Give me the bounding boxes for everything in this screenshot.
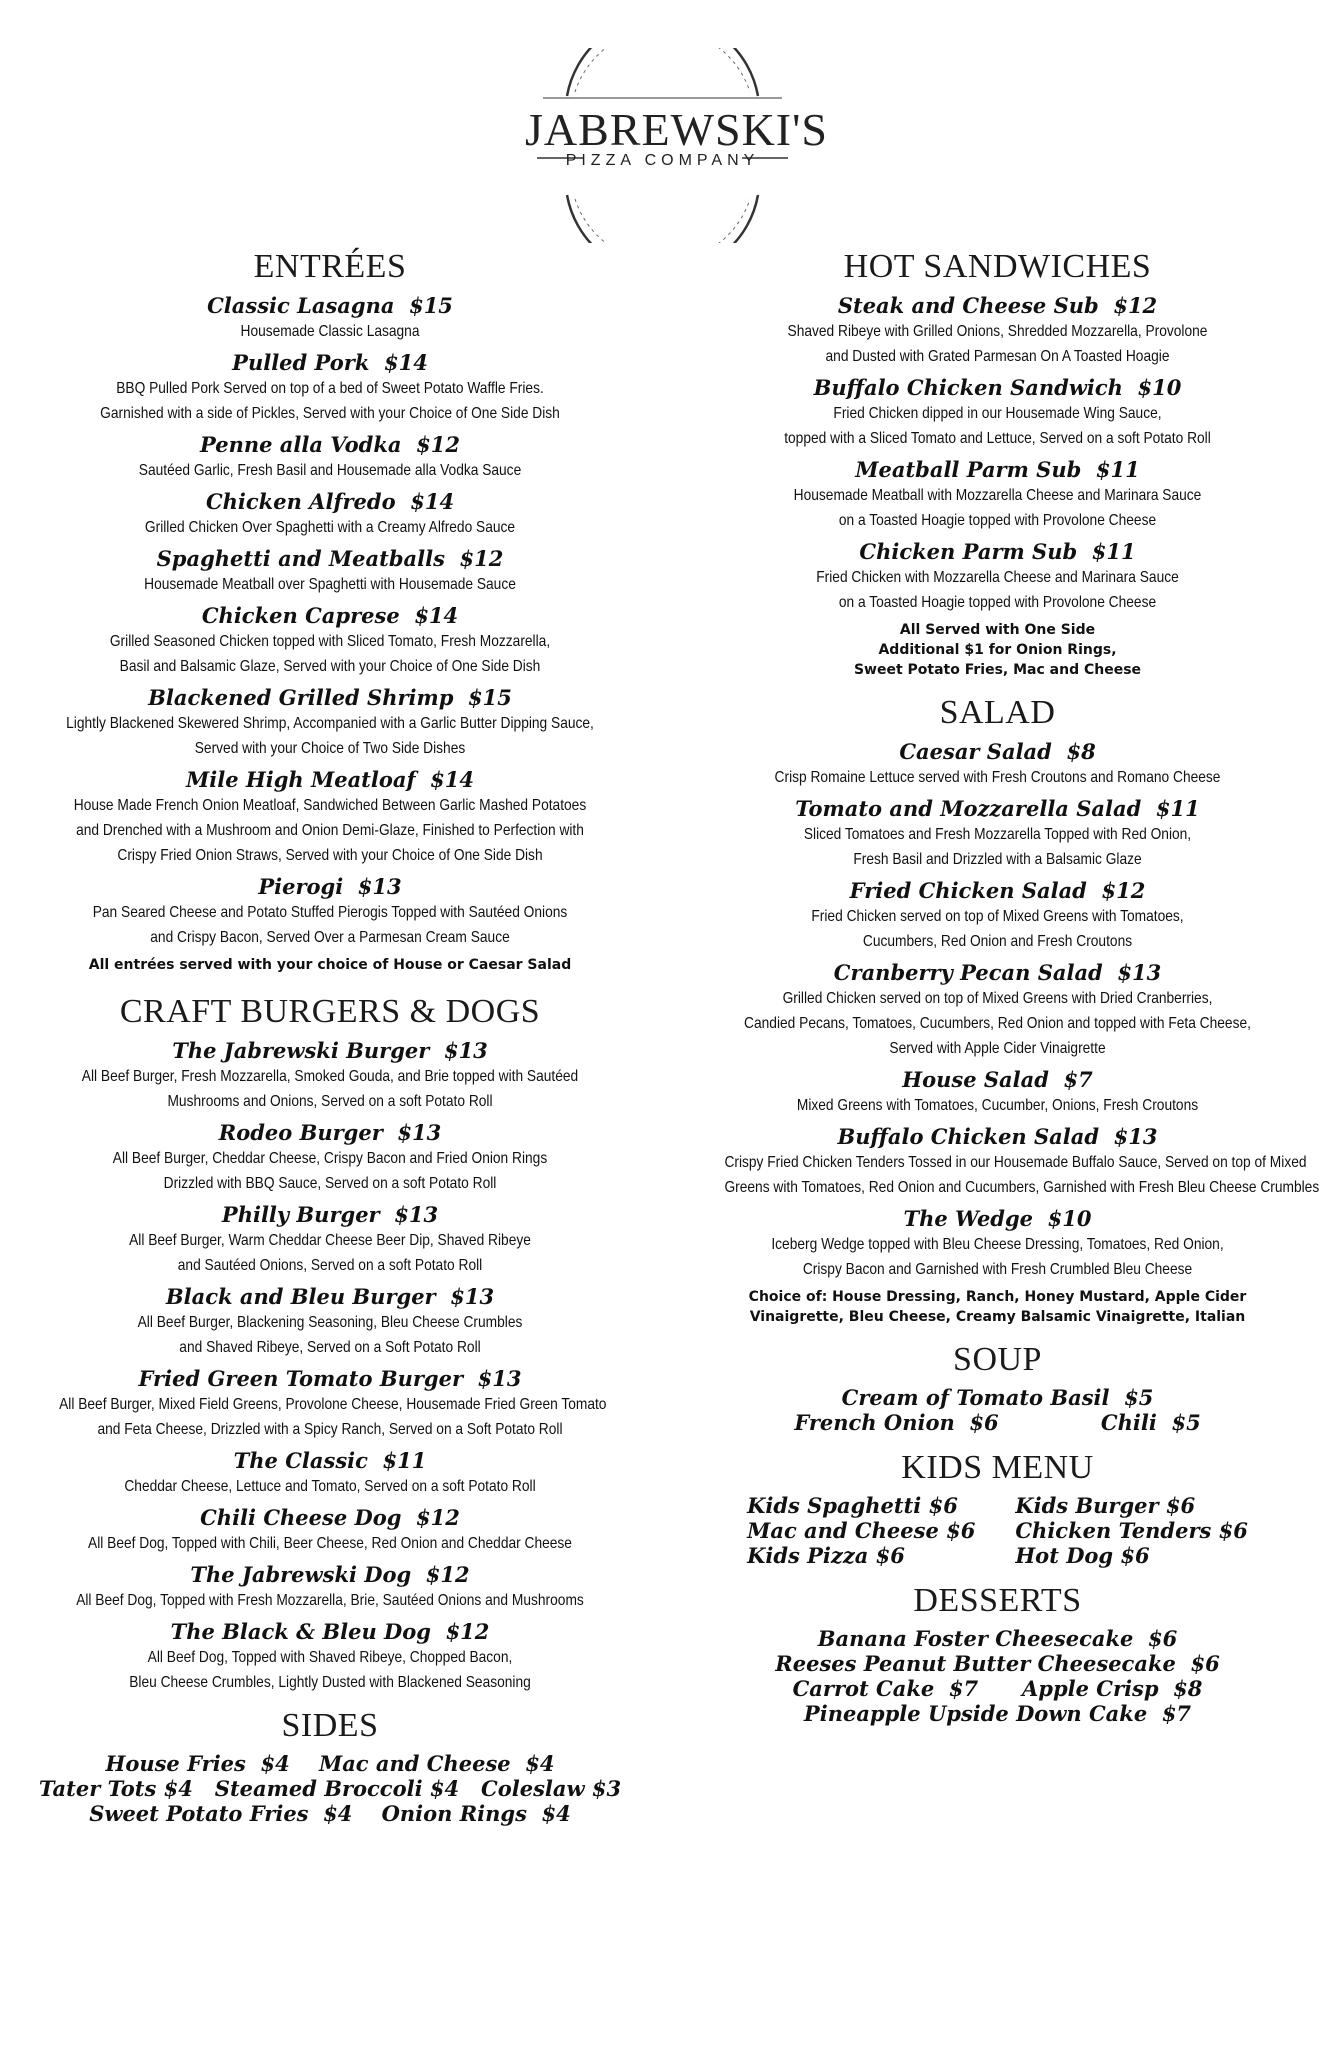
menu-item xyxy=(680,374,1315,451)
menu-item-name: The Wedge $10 xyxy=(903,1206,1092,1231)
menu-item-name: Chicken Alfredo $14 xyxy=(205,489,455,514)
menu-item-description: Bleu Cheese Crumbles, Lightly Dusted with Blackened Seasoning xyxy=(129,1674,531,1691)
kids-item: Kids Burger $6 xyxy=(1015,1493,1196,1518)
menu-item-description: Fried Chicken dipped in our Housemade Wing Sauce, xyxy=(833,405,1162,422)
menu-item-description: Iceberg Wedge topped with Bleu Cheese Dressing, Tomatoes, Red Onion, xyxy=(771,1236,1224,1253)
menu-item xyxy=(15,431,645,483)
section-title-soup: SOUP xyxy=(953,1341,1042,1378)
menu-item-description: Crispy Bacon and Garnished with Fresh Crumbled Bleu Cheese xyxy=(802,1261,1193,1278)
kids-item: Kids Spaghetti $6 xyxy=(747,1493,958,1518)
note-line: Additional $1 for Onion Rings, xyxy=(878,642,1117,658)
menu-item-description: All Beef Burger, Warm Cheddar Cheese Beer Dip, Shaved Ribeye xyxy=(129,1232,531,1249)
restaurant-logo xyxy=(525,48,828,243)
menu-item xyxy=(15,1618,645,1695)
menu-item-name: Fried Green Tomato Burger $13 xyxy=(138,1366,522,1391)
note-line: All Served with One Side xyxy=(899,622,1096,638)
dessert-line: Banana Foster Cheesecake $6 xyxy=(817,1626,1178,1651)
kids-item: Chicken Tenders $6 xyxy=(1015,1518,1248,1543)
menu-item-description: Sliced Tomatoes and Fresh Mozzarella Topped with Red Onion, xyxy=(803,826,1192,843)
entrees-section xyxy=(15,248,645,975)
menu-item-description: and Crispy Bacon, Served Over a Parmesan Cream Sauce xyxy=(150,929,510,946)
menu-item xyxy=(680,738,1315,790)
menu-item-description: on a Toasted Hoagie topped with Provolone Cheese xyxy=(838,594,1157,611)
menu-item-description: and Drenched with a Mushroom and Onion Demi-Glaze, Finished to Perfection with xyxy=(76,822,584,839)
menu-item-description: All Beef Burger, Mixed Field Greens, Provolone Cheese, Housemade Fried Green Tomato xyxy=(59,1396,607,1413)
menu-item-name: House Salad $7 xyxy=(902,1067,1093,1092)
menu-item-description: Cucumbers, Red Onion and Fresh Croutons xyxy=(862,933,1133,950)
section-title-hot-sandwiches: HOT SANDWICHES xyxy=(843,248,1152,285)
menu-item-name: Rodeo Burger $13 xyxy=(218,1120,442,1145)
menu-item xyxy=(680,877,1315,954)
menu-item xyxy=(15,1037,645,1114)
salad-note xyxy=(680,1287,1315,1327)
kids-menu-section xyxy=(680,1449,1315,1568)
menu-item xyxy=(15,1504,645,1556)
menu-item-description: All Beef Dog, Topped with Fresh Mozzarella, Brie, Sautéed Onions and Mushrooms xyxy=(76,1592,584,1609)
menu-item xyxy=(680,1205,1315,1282)
burgers-list xyxy=(15,1037,645,1695)
menu-item-name: Buffalo Chicken Sandwich $10 xyxy=(813,375,1182,400)
menu-item-name: Meatball Parm Sub $11 xyxy=(855,457,1140,482)
menu-item-name: Chicken Caprese $14 xyxy=(201,603,459,628)
menu-item-description: All Beef Burger, Cheddar Cheese, Crispy Bacon and Fried Onion Rings xyxy=(112,1150,548,1167)
right-column xyxy=(680,248,1320,1726)
dessert-line: Reeses Peanut Butter Cheesecake $6 xyxy=(775,1651,1220,1676)
menu-item-description: and Sautéed Onions, Served on a soft Potato Roll xyxy=(177,1257,483,1274)
note-line: Vinaigrette, Bleu Cheese, Creamy Balsamic Vinaigrette, Italian xyxy=(749,1309,1246,1325)
menu-item xyxy=(15,349,645,426)
menu-item-description: and Shaved Ribeye, Served on a Soft Potato Roll xyxy=(179,1339,481,1356)
menu-item-description: Cheddar Cheese, Lettuce and Tomato, Served on a soft Potato Roll xyxy=(124,1478,536,1495)
menu-item-description: All Beef Dog, Topped with Chili, Beer Cheese, Red Onion and Cheddar Cheese xyxy=(88,1535,572,1552)
menu-item xyxy=(15,1447,645,1499)
menu-item-description: Greens with Tomatoes, Red Onion and Cucumbers, Garnished with Fresh Bleu Cheese Crumbles xyxy=(724,1179,1320,1196)
menu-item-description: Drizzled with BBQ Sauce, Served on a soft Potato Roll xyxy=(163,1175,497,1192)
menu-item-name: Chicken Parm Sub $11 xyxy=(859,539,1136,564)
menu-item-name: Mile High Meatloaf $14 xyxy=(186,767,474,792)
menu-item-name: Tomato and Mozzarella Salad $11 xyxy=(795,796,1200,821)
menu-item-name: The Black & Bleu Dog $12 xyxy=(170,1619,490,1644)
menu-item-description: BBQ Pulled Pork Served on top of a bed of Sweet Potato Waffle Fries. xyxy=(116,380,544,397)
desserts-section xyxy=(680,1582,1315,1726)
menu-item xyxy=(680,538,1315,615)
menu-item xyxy=(680,795,1315,872)
menu-item-description: Mushrooms and Onions, Served on a soft Potato Roll xyxy=(167,1093,493,1110)
menu-item-description: on a Toasted Hoagie topped with Provolone Cheese xyxy=(838,512,1157,529)
menu-item-description: Crispy Fried Onion Straws, Served with your Choice of One Side Dish xyxy=(117,847,543,864)
menu-item-name: Buffalo Chicken Salad $13 xyxy=(837,1124,1158,1149)
hot-sandwiches-section xyxy=(680,248,1315,680)
menu-item-description: Served with your Choice of Two Side Dishes xyxy=(194,740,466,757)
menu-item xyxy=(680,1123,1320,1200)
menu-item xyxy=(680,959,1315,1061)
menu-item-description: Fried Chicken with Mozzarella Cheese and Marinara Sauce xyxy=(816,569,1179,586)
menu-item-description: Pan Seared Cheese and Potato Stuffed Pierogis Topped with Sautéed Onions xyxy=(92,904,568,921)
menu-item-name: Penne alla Vodka $12 xyxy=(200,432,460,457)
menu-item xyxy=(15,545,645,597)
menu-item-name: The Jabrewski Dog $12 xyxy=(190,1562,470,1587)
menu-item-name: Spaghetti and Meatballs $12 xyxy=(156,546,504,571)
section-title-entrees: ENTRÉES xyxy=(253,248,407,285)
menu-item-description: and Dusted with Grated Parmesan On A Toasted Hoagie xyxy=(825,348,1170,365)
menu-item-name: The Jabrewski Burger $13 xyxy=(172,1038,488,1063)
logo-subtitle: PIZZA COMPANY xyxy=(565,152,760,169)
menu-item-description: Housemade Meatball over Spaghetti with Housemade Sauce xyxy=(144,576,516,593)
menu-item-description: Grilled Chicken served on top of Mixed Greens with Dried Cranberries, xyxy=(782,990,1213,1007)
menu-item-description: Housemade Meatball with Mozzarella Cheese and Marinara Sauce xyxy=(793,487,1202,504)
soup-line: French Onion $6 Chili $5 xyxy=(794,1410,1201,1435)
soup-line: Cream of Tomato Basil $5 xyxy=(841,1385,1154,1410)
section-title-sides: SIDES xyxy=(281,1707,379,1744)
section-title-desserts: DESSERTS xyxy=(913,1582,1082,1619)
menu-item-name: Caesar Salad $8 xyxy=(899,739,1096,764)
menu-item-description: Served with Apple Cider Vinaigrette xyxy=(889,1040,1106,1057)
menu-item-description: topped with a Sliced Tomato and Lettuce, Served on a soft Potato Roll xyxy=(784,430,1211,447)
menu-item-name: Pulled Pork $14 xyxy=(232,350,428,375)
menu-item-name: Cranberry Pecan Salad $13 xyxy=(833,960,1162,985)
menu-item-name: Black and Bleu Burger $13 xyxy=(165,1284,495,1309)
menu-item xyxy=(15,873,645,950)
menu-item-description: All Beef Burger, Fresh Mozzarella, Smoked Gouda, and Brie topped with Sautéed xyxy=(81,1068,579,1085)
burgers-section xyxy=(15,993,645,1695)
menu-item-description: House Made French Onion Meatloaf, Sandwiched Between Garlic Mashed Potatoes xyxy=(73,797,587,814)
section-title-salad: SALAD xyxy=(939,694,1056,731)
menu-item-description: Fried Chicken served on top of Mixed Greens with Tomatoes, xyxy=(811,908,1184,925)
menu-item xyxy=(15,602,645,679)
menu-item xyxy=(15,488,645,540)
kids-menu-grid xyxy=(680,1493,1315,1568)
menu-item xyxy=(15,766,645,868)
dessert-line: Pineapple Upside Down Cake $7 xyxy=(803,1701,1192,1726)
menu-item-name: Steak and Cheese Sub $12 xyxy=(837,293,1158,318)
note-line: Sweet Potato Fries, Mac and Cheese xyxy=(853,662,1142,678)
menu-item-description: Grilled Seasoned Chicken topped with Sliced Tomato, Fresh Mozzarella, xyxy=(109,633,551,650)
menu-item-name: Classic Lasagna $15 xyxy=(207,293,453,318)
left-column xyxy=(15,248,645,1826)
logo-name: JABREWSKI'S xyxy=(525,104,828,155)
menu-item xyxy=(680,456,1315,533)
menu-item-description: and Feta Cheese, Drizzled with a Spicy Ranch, Served on a Soft Potato Roll xyxy=(97,1421,563,1438)
menu-item-description: Sautéed Garlic, Fresh Basil and Housemade alla Vodka Sauce xyxy=(138,462,522,479)
kids-menu-col-1 xyxy=(747,1493,975,1568)
kids-item: Mac and Cheese $6 xyxy=(747,1518,976,1543)
entrees-list xyxy=(15,292,645,950)
menu-item-description: Crispy Fried Chicken Tenders Tossed in our Housemade Buffalo Sauce, Served on top of Mixed xyxy=(724,1154,1307,1171)
menu-item-name: Blackened Grilled Shrimp $15 xyxy=(148,685,512,710)
menu-item-name: Chili Cheese Dog $12 xyxy=(200,1505,460,1530)
menu-item-description: Basil and Balsamic Glaze, Served with your Choice of One Side Dish xyxy=(119,658,541,675)
menu-item-name: Pierogi $13 xyxy=(258,874,402,899)
menu-item xyxy=(15,1561,645,1613)
salad-list xyxy=(680,738,1320,1282)
menu-item xyxy=(15,1283,645,1360)
menu-item-description: Housemade Classic Lasagna xyxy=(240,323,420,340)
sandwiches-note xyxy=(680,620,1315,680)
menu-item-description: Garnished with a side of Pickles, Served with your Choice of One Side Dish xyxy=(100,405,560,422)
menu-item xyxy=(680,292,1315,369)
menu-item xyxy=(15,1119,645,1196)
sides-line: Tater Tots $4 Steamed Broccoli $4 Coleslaw $3 xyxy=(38,1776,622,1801)
menu-item xyxy=(15,292,645,344)
sides-line: House Fries $4 Mac and Cheese $4 xyxy=(105,1751,555,1776)
kids-item: Kids Pizza $6 xyxy=(747,1543,905,1568)
sandwiches-list xyxy=(680,292,1315,615)
menu-item-description: All Beef Burger, Blackening Seasoning, Bleu Cheese Crumbles xyxy=(137,1314,523,1331)
soup-section xyxy=(680,1341,1315,1435)
entrees-note: All entrées served with your choice of House or Caesar Salad xyxy=(88,957,572,973)
section-title-kids-menu: KIDS MENU xyxy=(901,1449,1094,1486)
menu-item-description: Mixed Greens with Tomatoes, Cucumber, Onions, Fresh Croutons xyxy=(796,1097,1199,1114)
menu-item-name: Philly Burger $13 xyxy=(221,1202,439,1227)
menu-item-description: Crisp Romaine Lettuce served with Fresh Croutons and Romano Cheese xyxy=(774,769,1221,786)
menu-item-name: Fried Chicken Salad $12 xyxy=(849,878,1146,903)
menu-item-description: Lightly Blackened Skewered Shrimp, Accompanied with a Garlic Butter Dipping Sauce, xyxy=(66,715,594,732)
menu-item xyxy=(15,684,645,761)
sides-line: Sweet Potato Fries $4 Onion Rings $4 xyxy=(89,1801,571,1826)
menu-item xyxy=(15,1201,645,1278)
menu-item-name: The Classic $11 xyxy=(233,1448,427,1473)
salad-section xyxy=(680,694,1320,1327)
note-line: Choice of: House Dressing, Ranch, Honey Mustard, Apple Cider xyxy=(748,1289,1247,1305)
menu-item xyxy=(680,1066,1315,1118)
kids-menu-col-2 xyxy=(1015,1493,1248,1568)
dessert-line: Carrot Cake $7 Apple Crisp $8 xyxy=(792,1676,1203,1701)
menu-item-description: Fresh Basil and Drizzled with a Balsamic Glaze xyxy=(853,851,1142,868)
kids-item: Hot Dog $6 xyxy=(1015,1543,1150,1568)
sides-section xyxy=(15,1707,645,1826)
menu-item-description: Grilled Chicken Over Spaghetti with a Creamy Alfredo Sauce xyxy=(144,519,516,536)
menu-item xyxy=(15,1365,645,1442)
menu-item-description: All Beef Dog, Topped with Shaved Ribeye, Chopped Bacon, xyxy=(147,1649,513,1666)
section-title-burgers: CRAFT BURGERS & DOGS xyxy=(119,993,541,1030)
menu-item-description: Candied Pecans, Tomatoes, Cucumbers, Red Onion and topped with Feta Cheese, xyxy=(744,1015,1251,1032)
menu-item-description: Shaved Ribeye with Grilled Onions, Shredded Mozzarella, Provolone xyxy=(787,323,1208,340)
